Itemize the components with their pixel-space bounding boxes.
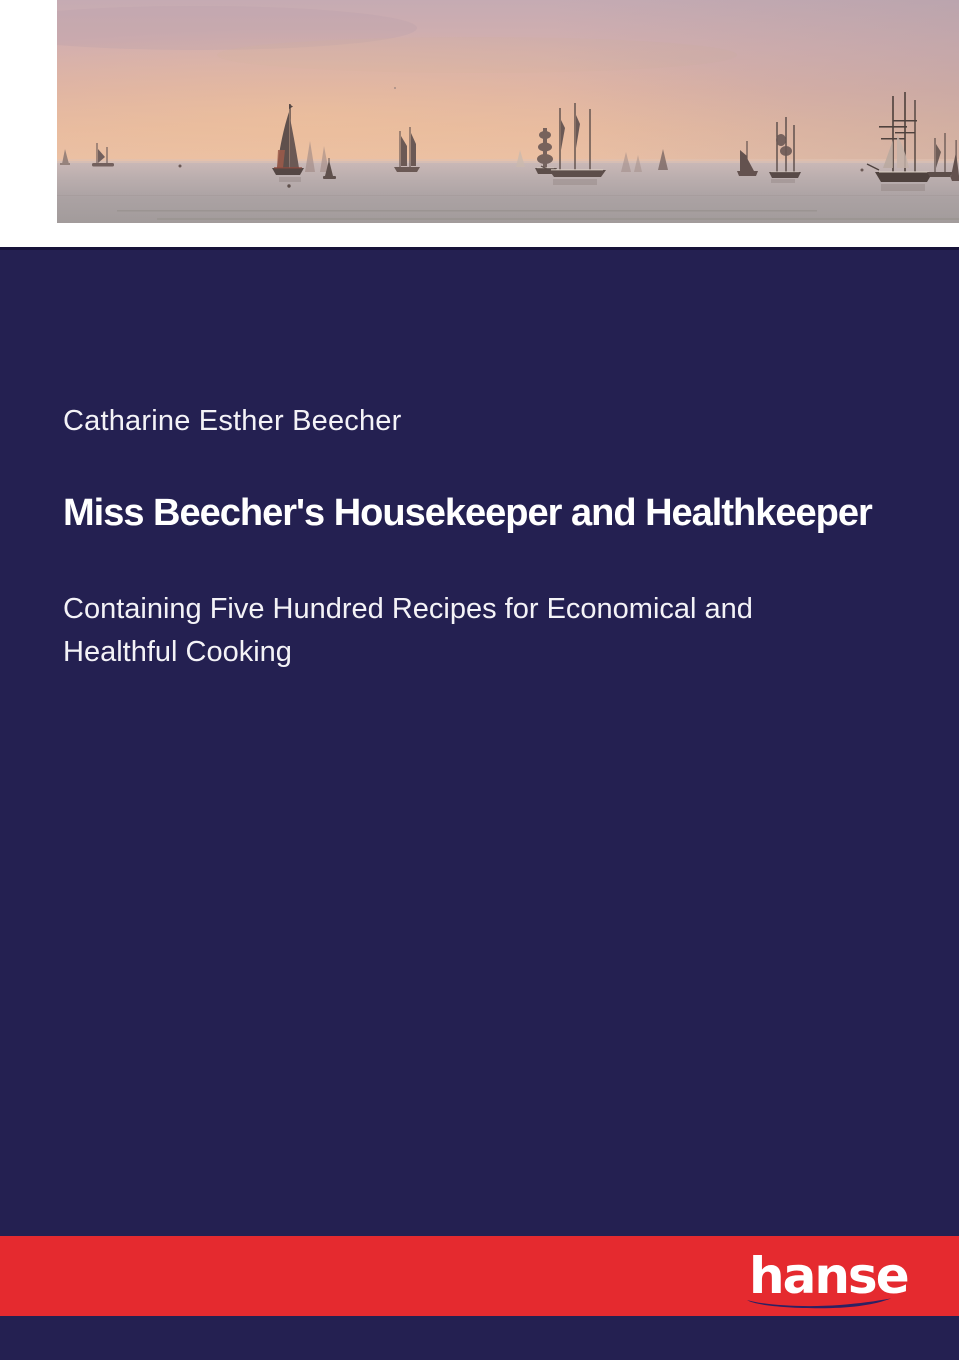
logo-swoosh-icon	[745, 1295, 893, 1309]
bottom-navy-strip	[0, 1316, 959, 1360]
book-subtitle: Containing Five Hundred Recipes for Economical and Healthful Cooking	[63, 593, 753, 668]
publisher-band	[0, 1236, 959, 1316]
author-name: Catharine Esther Beecher	[63, 405, 402, 437]
book-title: Miss Beecher's Housekeeper and Healthkeeper	[63, 492, 872, 534]
publisher-logo	[745, 1236, 908, 1316]
seascape-illustration	[57, 0, 959, 223]
cover-photo	[57, 0, 959, 223]
cover-main-panel	[0, 247, 959, 1360]
publisher-logo-text: hanse	[749, 1247, 908, 1305]
